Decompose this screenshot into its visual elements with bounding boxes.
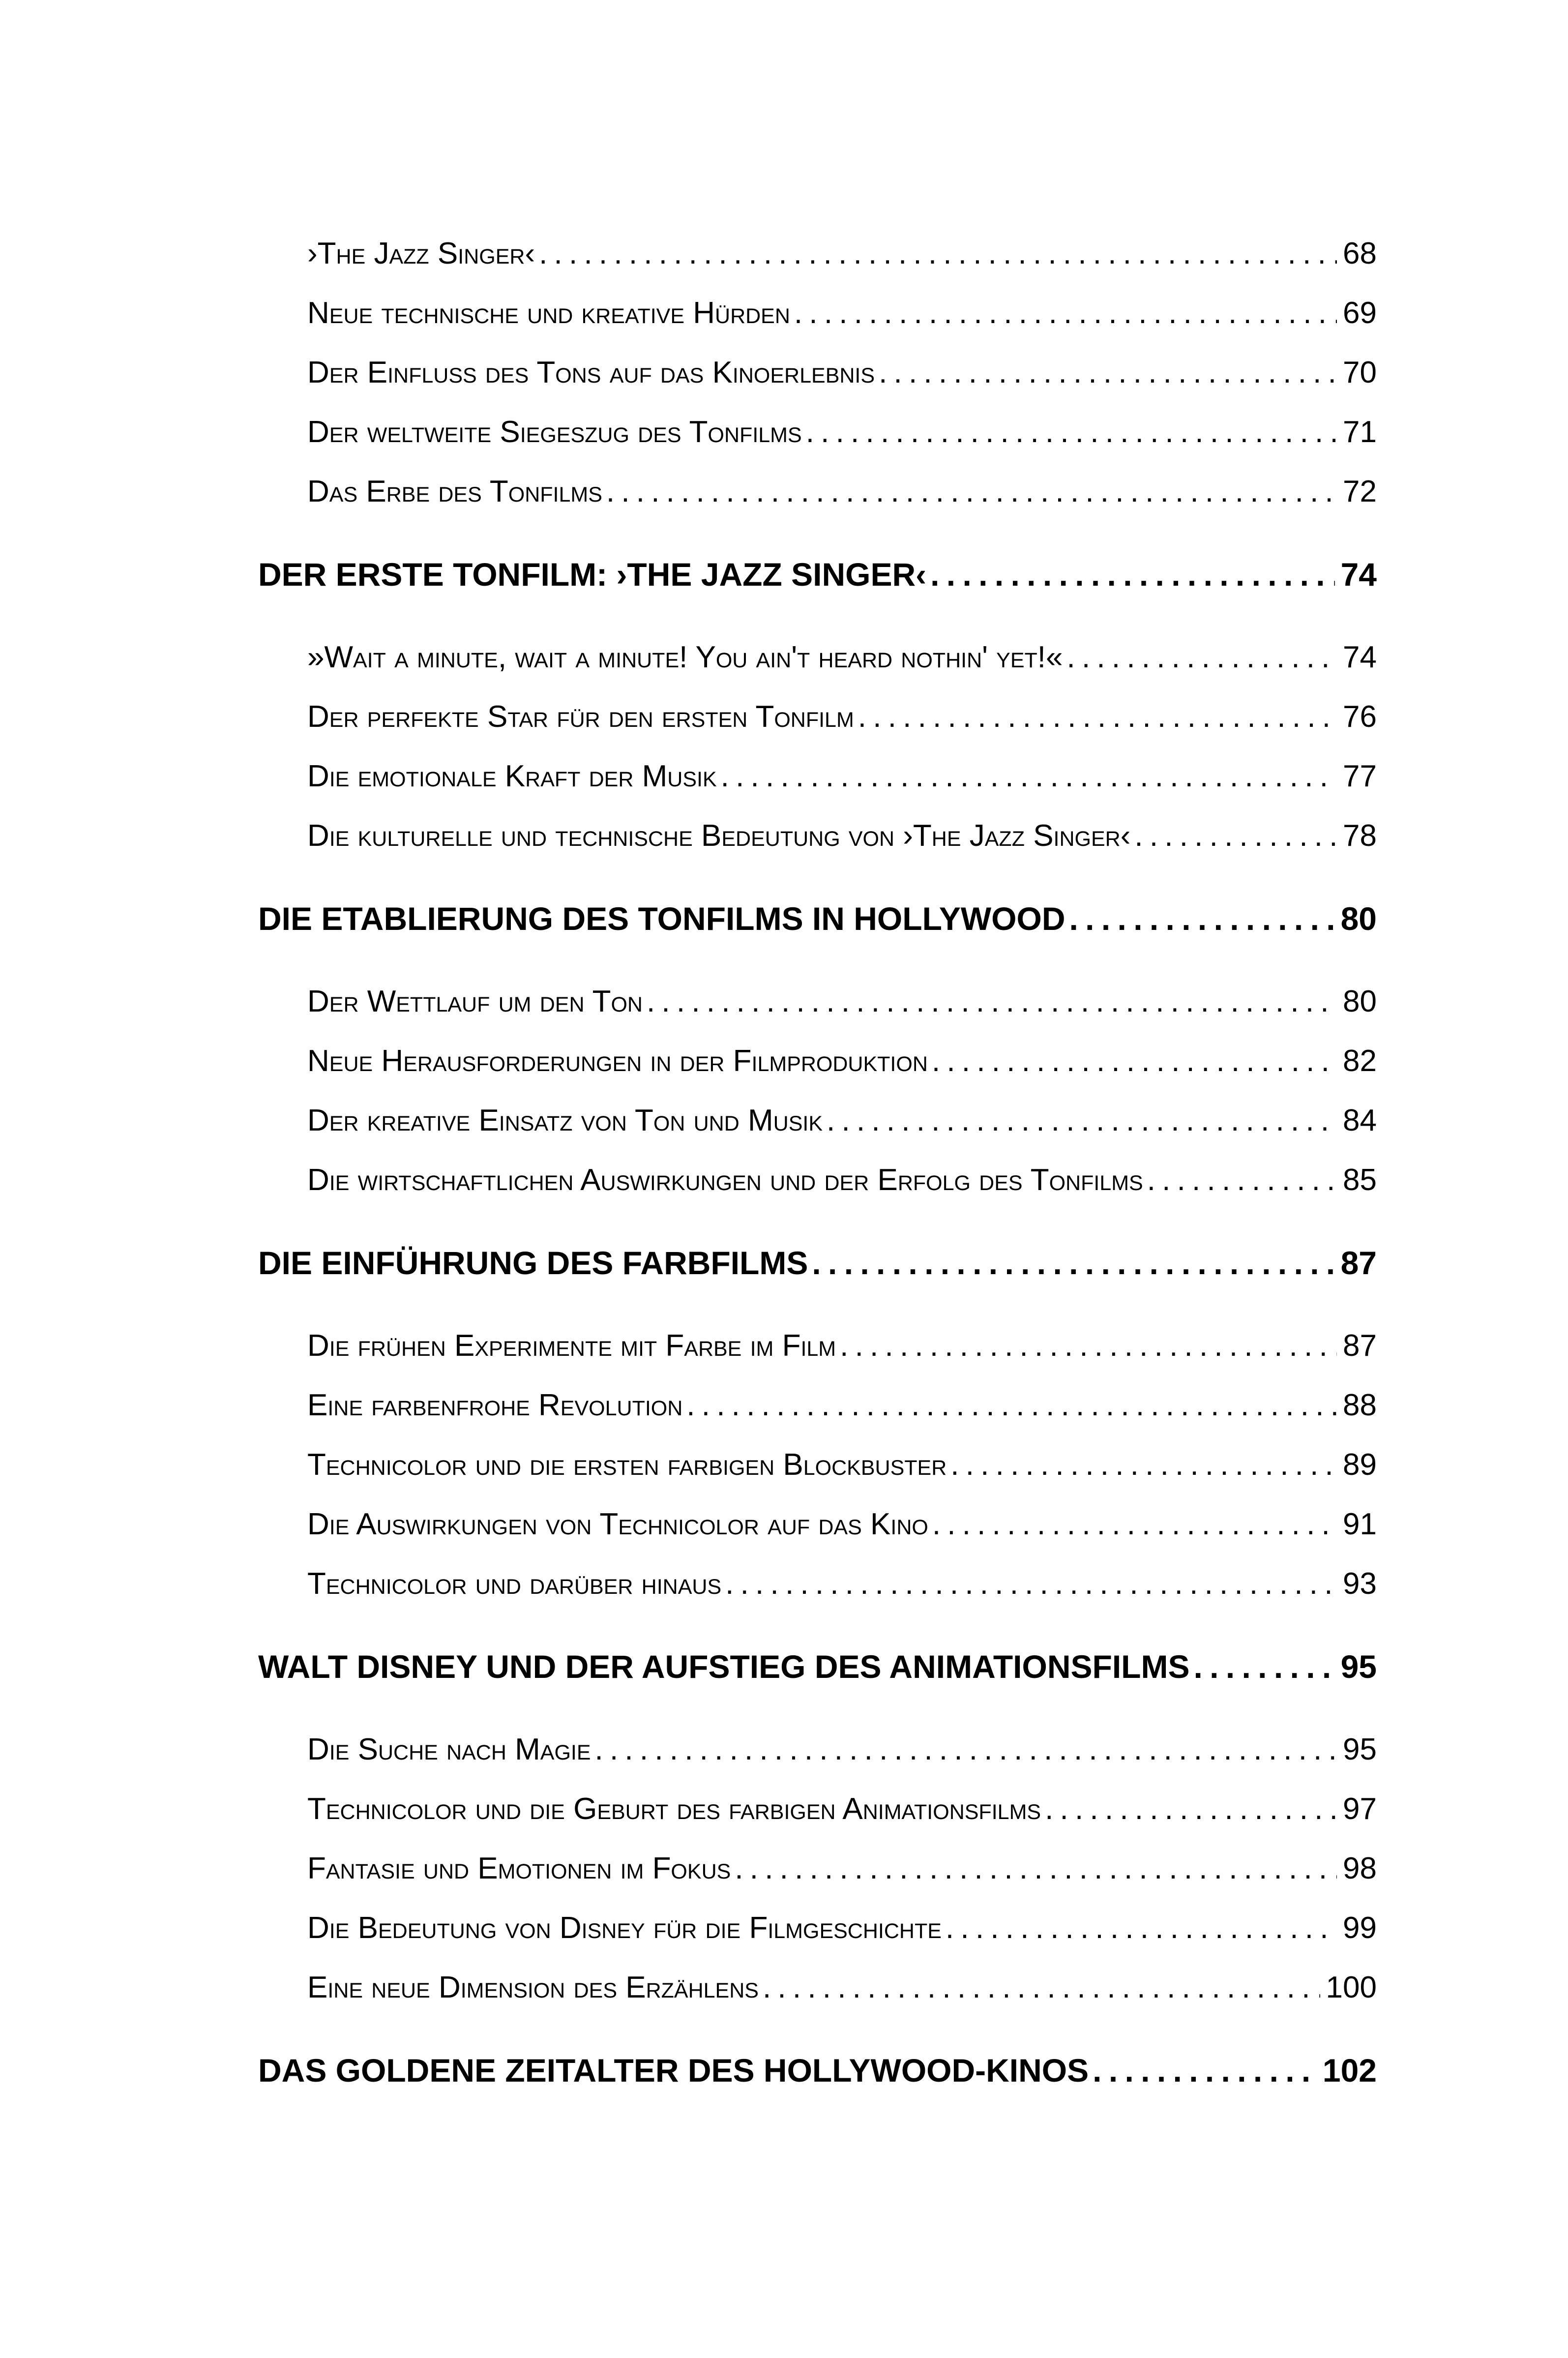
toc-entry-title: Der Wettlauf um den Ton xyxy=(307,985,643,1018)
toc-page-number: 98 xyxy=(1343,1851,1377,1885)
toc-entry-title: Eine neue Dimension des Erzählens xyxy=(307,1970,759,2004)
toc-entry-sub[interactable] xyxy=(307,343,1377,402)
toc-page-number: 76 xyxy=(1343,700,1377,734)
toc-entry-title: Neue Herausforderungen in der Filmproduktion xyxy=(307,1044,928,1078)
toc-dot-leader xyxy=(840,1316,1337,1375)
toc-dot-leader xyxy=(647,972,1337,1031)
toc-page-number: 77 xyxy=(1343,759,1377,793)
toc-page-number: 68 xyxy=(1343,237,1377,270)
toc-dot-leader xyxy=(721,746,1337,806)
toc-entry-title: Die kulturelle und technische Bedeutung von ›The Jazz Singer‹ xyxy=(307,819,1131,853)
toc-entry-sub[interactable] xyxy=(307,1494,1377,1554)
toc-chapter-title: DIE EINFÜHRUNG DES FARBFILMS xyxy=(258,1245,808,1281)
toc-page-number: 72 xyxy=(1343,475,1377,508)
toc-entry-title: Der perfekte Star für den ersten Tonfilm xyxy=(307,700,854,734)
toc-entry-sub[interactable] xyxy=(307,806,1377,866)
toc-entry-sub[interactable] xyxy=(307,1091,1377,1150)
toc-dot-leader xyxy=(1045,1779,1337,1839)
toc-entry-title: Technicolor und die ersten farbigen Blockbuster xyxy=(307,1448,947,1482)
toc-page-number: 91 xyxy=(1343,1507,1377,1541)
toc-page-number: 95 xyxy=(1343,1732,1377,1766)
toc-entry-chapter[interactable] xyxy=(258,1637,1377,1696)
toc-dot-leader xyxy=(827,1091,1337,1150)
toc-page-number: 80 xyxy=(1343,985,1377,1018)
toc-page-number: 71 xyxy=(1343,415,1377,449)
toc-entry-title: »Wait a minute, wait a minute! You ain't heard nothin' yet!« xyxy=(307,640,1063,674)
toc-entry-chapter[interactable] xyxy=(258,545,1377,604)
toc-chapter-title: DER ERSTE TONFILM: ›THE JAZZ SINGER‹ xyxy=(258,556,927,593)
toc-entry-sub[interactable] xyxy=(307,1839,1377,1898)
toc-page-number: 78 xyxy=(1343,819,1377,853)
toc-dot-leader xyxy=(1147,1150,1337,1210)
toc-entry-title: Die wirtschaftlichen Auswirkungen und der Erfolg des Tonfilms xyxy=(307,1163,1143,1197)
toc-dot-leader xyxy=(879,343,1337,402)
toc-dot-leader xyxy=(1093,2041,1317,2100)
toc-page-number: 88 xyxy=(1343,1388,1377,1422)
toc-entry-chapter[interactable] xyxy=(258,1233,1377,1292)
toc-dot-leader xyxy=(932,1031,1337,1091)
toc-dot-leader xyxy=(606,462,1337,521)
toc-page-number: 74 xyxy=(1340,556,1377,593)
toc-page-number: 87 xyxy=(1340,1245,1377,1281)
toc-entry-title: Die emotionale Kraft der Musik xyxy=(307,759,717,793)
toc-entry-title: ›The Jazz Singer‹ xyxy=(307,237,535,270)
toc-entry-sub[interactable] xyxy=(307,746,1377,806)
toc-entry-sub[interactable] xyxy=(307,1898,1377,1958)
toc-dot-leader xyxy=(1069,889,1335,948)
toc-chapter-title: DIE ETABLIERUNG DES TONFILMS IN HOLLYWOOD xyxy=(258,900,1065,937)
toc-entry-title: Der kreative Einsatz von Ton und Musik xyxy=(307,1104,823,1137)
toc-entry-sub[interactable] xyxy=(307,627,1377,687)
toc-entry-sub[interactable] xyxy=(307,224,1377,283)
toc-entry-sub[interactable] xyxy=(307,972,1377,1031)
toc-entry-title: Der weltweite Siegeszug des Tonfilms xyxy=(307,415,802,449)
toc-page-number: 100 xyxy=(1326,1970,1377,2004)
toc-entry-sub[interactable] xyxy=(307,1554,1377,1613)
toc-page-number: 87 xyxy=(1343,1329,1377,1363)
toc-entry-title: Die frühen Experimente mit Farbe im Film xyxy=(307,1329,836,1363)
toc-dot-leader xyxy=(812,1233,1334,1292)
toc-entry-title: Technicolor und darüber hinaus xyxy=(307,1567,722,1601)
toc-entry-sub[interactable] xyxy=(307,1720,1377,1779)
toc-entry-title: Die Auswirkungen von Technicolor auf das Kino xyxy=(307,1507,928,1541)
toc-page-number: 70 xyxy=(1343,356,1377,389)
toc-dot-leader xyxy=(763,1958,1320,2017)
toc-page-number: 85 xyxy=(1343,1163,1377,1197)
toc-entry-sub[interactable] xyxy=(307,1316,1377,1375)
toc-dot-leader xyxy=(932,1494,1337,1554)
toc-page-number: 82 xyxy=(1343,1044,1377,1078)
toc-page-number: 97 xyxy=(1343,1792,1377,1826)
toc-page-number: 69 xyxy=(1343,296,1377,330)
toc-page-number: 89 xyxy=(1343,1448,1377,1482)
table-of-contents xyxy=(258,224,1377,2123)
toc-entry-sub[interactable] xyxy=(307,1779,1377,1839)
toc-entry-sub[interactable] xyxy=(307,283,1377,343)
toc-dot-leader xyxy=(1067,627,1337,687)
toc-dot-leader xyxy=(686,1375,1337,1435)
toc-entry-sub[interactable] xyxy=(307,687,1377,746)
toc-dot-leader xyxy=(794,283,1337,343)
toc-page-number: 95 xyxy=(1340,1648,1377,1685)
toc-dot-leader xyxy=(735,1839,1337,1898)
toc-dot-leader xyxy=(1134,806,1337,866)
toc-chapter-title: DAS GOLDENE ZEITALTER DES HOLLYWOOD-KINOS xyxy=(258,2052,1089,2089)
toc-entry-sub[interactable] xyxy=(307,1435,1377,1494)
toc-dot-leader xyxy=(950,1435,1337,1494)
toc-entry-sub[interactable] xyxy=(307,462,1377,521)
toc-page-number: 99 xyxy=(1343,1911,1377,1945)
toc-entry-sub[interactable] xyxy=(307,1031,1377,1091)
toc-entry-sub[interactable] xyxy=(307,402,1377,462)
toc-entry-title: Technicolor und die Geburt des farbigen Animationsfilms xyxy=(307,1792,1041,1826)
toc-dot-leader xyxy=(595,1720,1337,1779)
toc-dot-leader xyxy=(858,687,1337,746)
toc-entry-title: Fantasie und Emotionen im Fokus xyxy=(307,1851,731,1885)
toc-page-number: 93 xyxy=(1343,1567,1377,1601)
toc-page-number: 84 xyxy=(1343,1104,1377,1137)
toc-dot-leader xyxy=(539,224,1337,283)
toc-entry-title: Die Bedeutung von Disney für die Filmgeschichte xyxy=(307,1911,942,1945)
toc-entry-title: Neue technische und kreative Hürden xyxy=(307,296,790,330)
toc-entry-sub[interactable] xyxy=(307,1375,1377,1435)
toc-dot-leader xyxy=(930,545,1334,604)
toc-entry-chapter[interactable] xyxy=(258,889,1377,948)
toc-dot-leader xyxy=(1193,1637,1334,1696)
toc-page-number: 102 xyxy=(1322,2052,1377,2089)
toc-entry-sub[interactable] xyxy=(307,1958,1377,2017)
toc-dot-leader xyxy=(725,1554,1337,1613)
toc-page-number: 80 xyxy=(1340,900,1377,937)
toc-entry-title: Eine farbenfrohe Revolution xyxy=(307,1388,683,1422)
toc-page-number: 74 xyxy=(1343,640,1377,674)
toc-chapter-title: WALT DISNEY UND DER AUFSTIEG DES ANIMATIONSFILMS xyxy=(258,1648,1190,1685)
toc-entry-title: Der Einfluss des Tons auf das Kinoerlebnis xyxy=(307,356,875,389)
toc-entry-title: Das Erbe des Tonfilms xyxy=(307,475,602,508)
toc-entry-sub[interactable] xyxy=(307,1150,1377,1210)
toc-entry-title: Die Suche nach Magie xyxy=(307,1732,591,1766)
toc-dot-leader xyxy=(806,402,1337,462)
toc-dot-leader xyxy=(946,1898,1337,1958)
toc-entry-chapter[interactable] xyxy=(258,2041,1377,2100)
